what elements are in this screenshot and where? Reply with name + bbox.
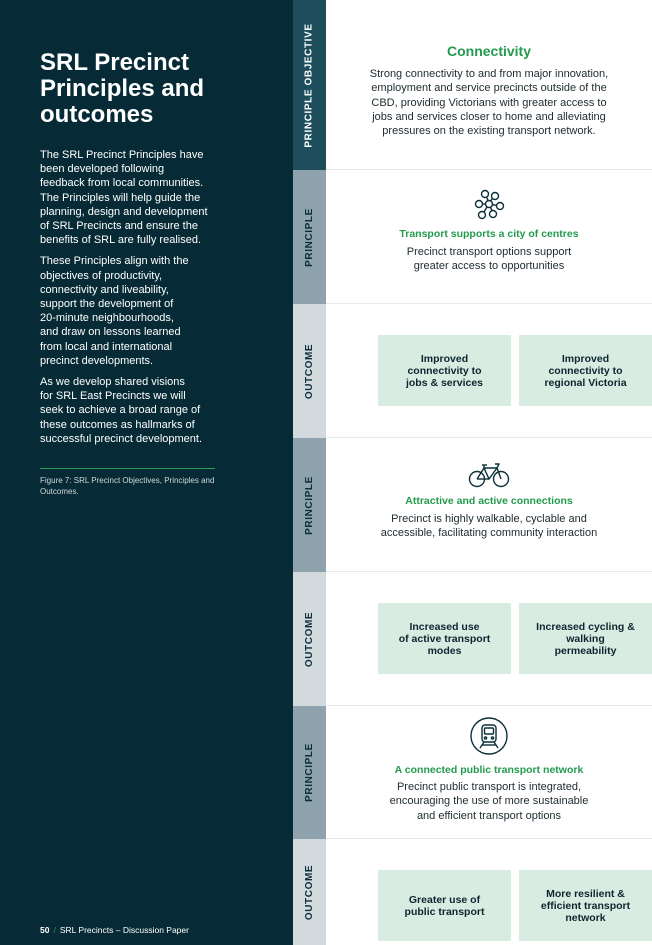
objective-label-strip	[293, 0, 326, 170]
principle-row-3	[293, 706, 652, 839]
figure-caption: Figure 7: SRL Precinct Objectives, Principles and Outcomes.	[40, 476, 215, 496]
outcome-content	[326, 572, 652, 706]
outcome-row-2	[293, 572, 652, 706]
intro-paragraph: These Principles align with the objectives of productivity, connectivity and liveability, support the development of 20-minute neighbourhoods, and draw on lessons learned from local and international precinct developments.	[40, 255, 189, 367]
objective-content	[326, 0, 652, 170]
bicycle-icon	[468, 462, 510, 493]
principle-label: PRINCIPLE	[304, 475, 315, 535]
principle-title: Transport supports a city of centres	[399, 228, 579, 240]
outcome-box: More resilient & efficient transport network	[519, 870, 652, 941]
outcome-label: OUTCOME	[304, 343, 315, 399]
principle-label: PRINCIPLE	[304, 207, 315, 267]
outcome-box: Improved connectivity to regional Victoria	[519, 335, 652, 406]
outcome-box: Increased cycling & walking permeability	[519, 603, 652, 674]
outcome-row-3	[293, 839, 652, 945]
intro-paragraph: The SRL Precinct Principles have been developed following feedback from local communities. The Principles will help guide the planning, design and development of SRL Precincts and ensure the benefits of SRL are fully realised.	[40, 149, 208, 247]
page-footer	[40, 925, 189, 935]
principle-label-strip	[293, 706, 326, 839]
objective-row	[293, 0, 652, 170]
outcome-content	[326, 304, 652, 438]
page-title: SRL Precinct Principles and outcomes	[40, 49, 205, 128]
caption-divider	[40, 468, 215, 469]
outcome-box: Improved connectivity to jobs & services	[378, 335, 511, 406]
footer-separator: /	[53, 925, 56, 935]
document-title: SRL Precincts – Discussion Paper	[59, 925, 189, 935]
outcome-box: Greater use of public transport	[378, 870, 511, 941]
principle-text: Precinct is highly walkable, cyclable and accessible, facilitating community interaction	[380, 513, 598, 540]
principle-content	[326, 438, 652, 572]
outcome-box: Increased use of active transport modes	[378, 603, 511, 674]
principle-row-1	[293, 170, 652, 304]
principle-content	[326, 706, 652, 839]
principle-label-strip	[293, 170, 326, 304]
outcome-row-1	[293, 304, 652, 438]
outcome-label-strip	[293, 304, 326, 438]
principle-text: Precinct public transport is integrated, encouraging the use of more sustainable and efficient transport options	[389, 781, 589, 822]
outcome-label-strip	[293, 839, 326, 945]
outcome-label: OUTCOME	[304, 611, 315, 667]
outcome-label: OUTCOME	[304, 864, 315, 920]
intro-text	[40, 148, 240, 453]
intro-paragraph: As we develop shared visions for SRL East Precincts we will seek to achieve a broad range of these outcomes as hallmarks of successful precinct development.	[40, 376, 203, 445]
outcome-label-strip	[293, 572, 326, 706]
principle-label-strip	[293, 438, 326, 572]
left-panel	[0, 0, 293, 945]
principle-title: Attractive and active connections	[405, 495, 573, 507]
principle-label: PRINCIPLE	[304, 743, 315, 802]
train-icon	[469, 716, 509, 761]
principle-title: A connected public transport network	[394, 764, 584, 776]
principle-row-2	[293, 438, 652, 572]
page-number: 50	[40, 925, 50, 935]
principle-content	[326, 170, 652, 304]
principle-text: Precinct transport options support greater access to opportunities	[406, 246, 572, 273]
network-icon	[473, 188, 505, 225]
objective-title: Connectivity	[446, 43, 531, 59]
outcome-content	[326, 839, 652, 945]
objective-label: PRINCIPLE OBJECTIVE	[304, 22, 316, 148]
objective-text: Strong connectivity to and from major innovation, employment and service precincts outside of the CBD, providing Victorians with greater access to jobs and services closer to home and alleviating pressures on the existing transport network.	[369, 68, 609, 138]
